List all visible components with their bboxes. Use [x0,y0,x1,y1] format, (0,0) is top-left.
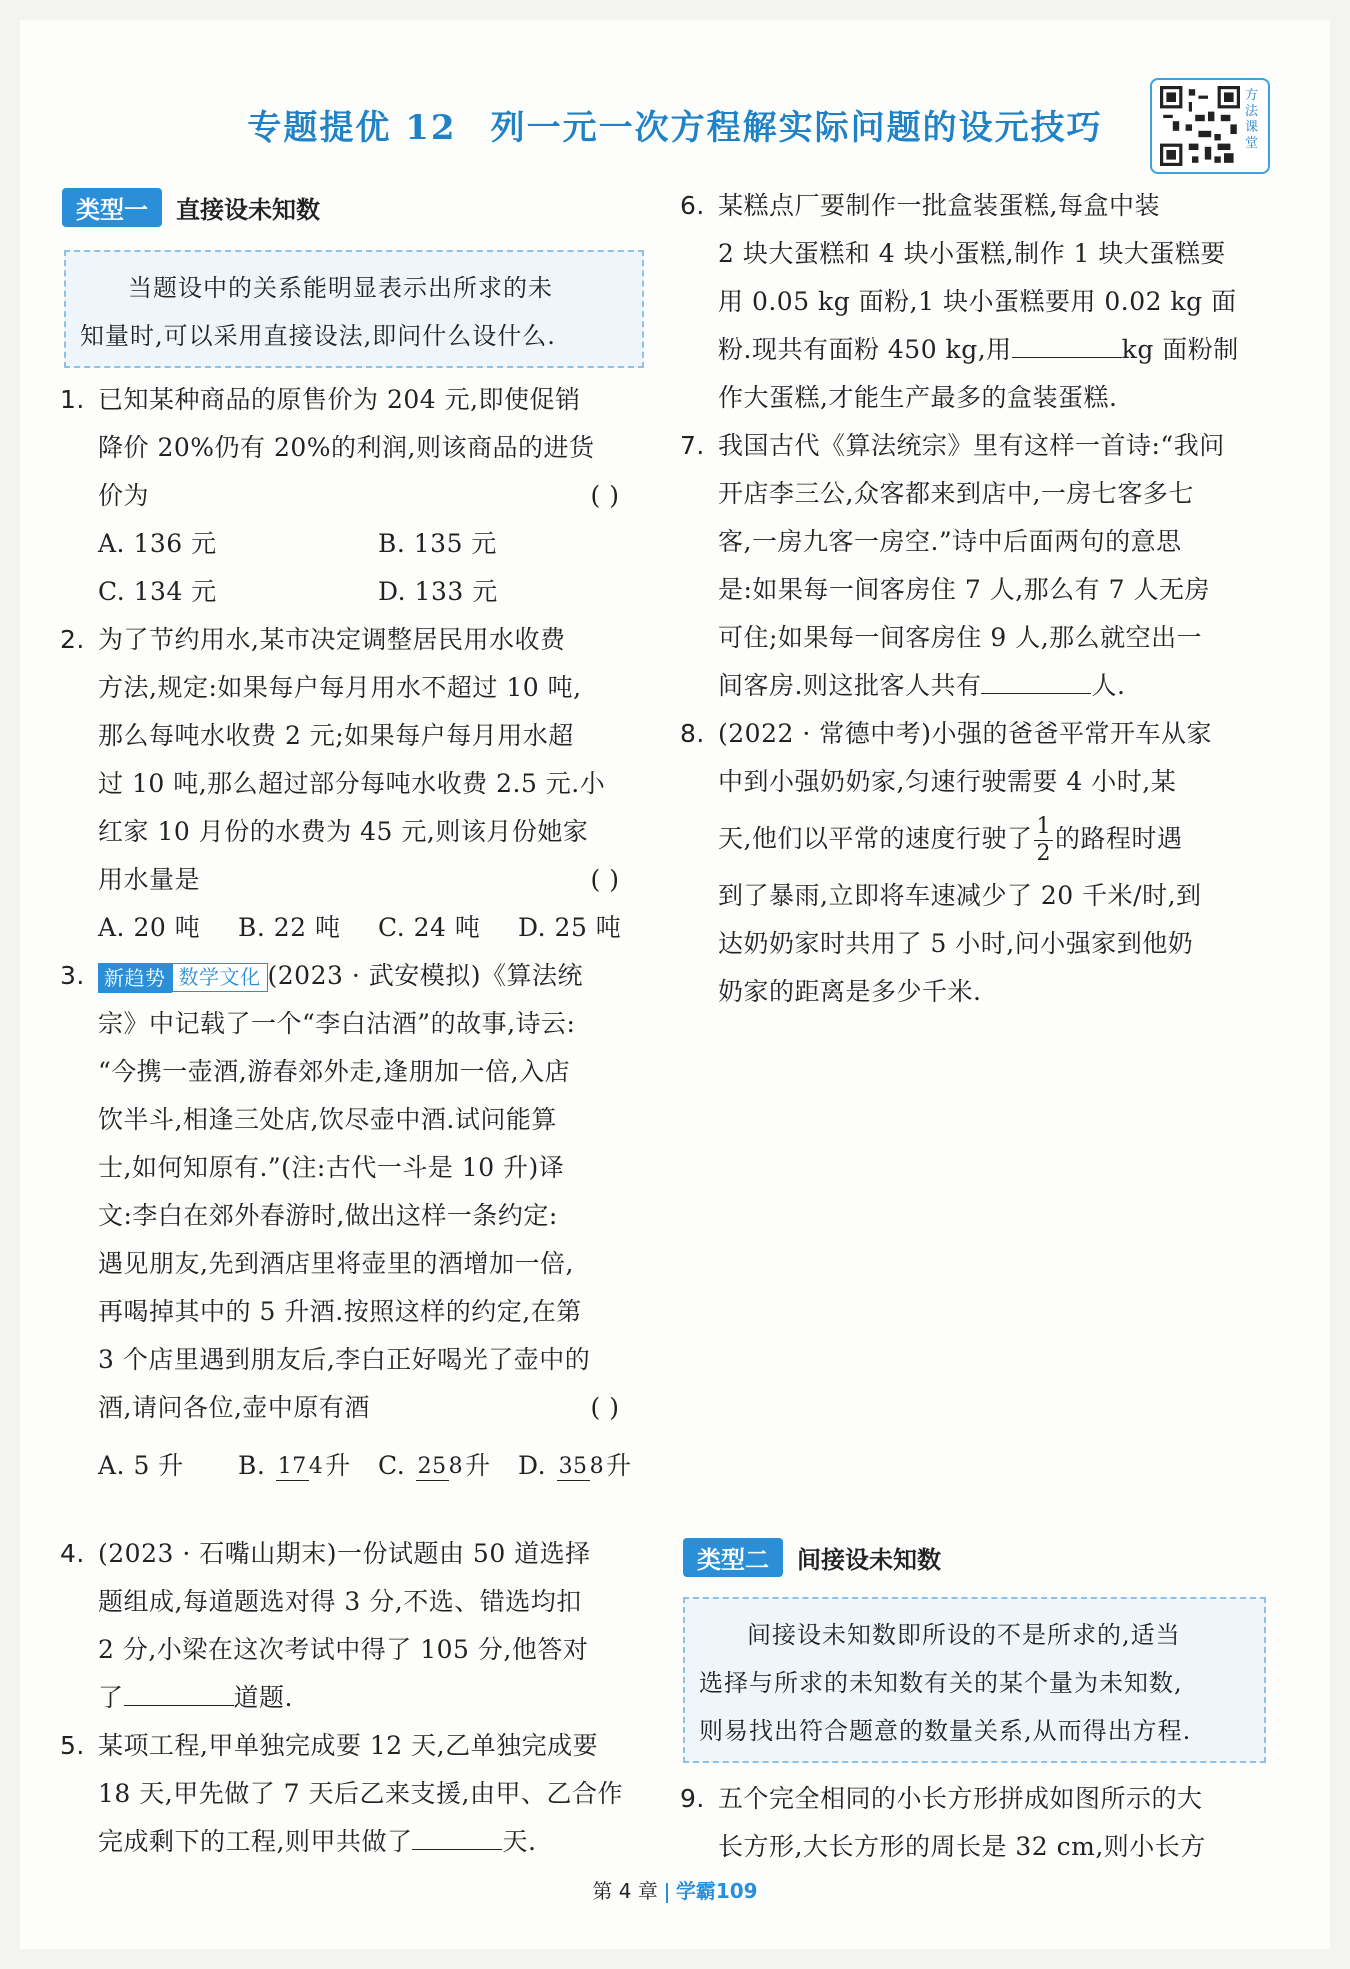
section-heading-indirect [683,1538,941,1576]
question-text: 再喝掉其中的 5 升酒.按照这样的约定,在第 [98,1297,582,1326]
question-number: 4. [60,1539,85,1568]
question-text: 2 分,小梁在这次考试中得了 105 分,他答对 [98,1635,589,1664]
question-text: 饮半斗,相逢三处店,饮尽壶中酒.试问能算 [98,1105,557,1134]
option-d[interactable] [518,1442,638,1490]
question-text: 某项工程,甲单独完成要 12 天,乙单独完成要 [98,1731,599,1760]
fraction [1034,814,1053,867]
question-8 [680,710,1270,1016]
unit: 升 [325,1451,351,1480]
denominator: 8 [448,1454,464,1479]
question-7 [680,422,1270,710]
question-text: 我国古代《算法统宗》里有这样一首诗:“我问 [718,431,1225,460]
question-text: 红家 10 月份的水费为 45 元,则该月份她家 [98,817,589,846]
question-text: kg 面粉制 [1121,335,1239,364]
question-text: 3 个店里遇到朋友后,李白正好喝光了壶中的 [98,1345,591,1374]
option-d[interactable]: D. 133 元 [378,577,498,606]
tip-line: 当题设中的关系能明显表示出所求的未 [128,274,553,302]
section-tag: 类型二 [683,1538,783,1577]
title-text: 列一元一次方程解实际问题的设元技巧 [490,108,1103,148]
question-text: 酒,请问各位,壶中原有酒 [98,1393,370,1422]
question-9 [680,1775,1270,1871]
question-text: 客,一房九客一房空.”诗中后面两句的意思 [718,527,1182,556]
tip-box-indirect [683,1597,1266,1763]
question-text: 可住;如果每一间客房住 9 人,那么就空出一 [718,623,1203,652]
title-number: 专题提优 12 [247,108,457,148]
answer-paren[interactable]: ( ) [590,1393,620,1422]
question-text: 人. [1091,671,1126,700]
page-number: 109 [715,1879,758,1903]
question-number: 5. [60,1731,85,1760]
question-text: 中到小强奶奶家,匀速行驶需要 4 小时,某 [718,767,1177,796]
question-text: 开店李三公,众客都来到店中,一房七客多七 [718,479,1194,508]
question-text: 长方形,大长方形的周长是 32 cm,则小长方 [718,1832,1206,1861]
question-6 [680,182,1270,422]
answer-blank[interactable] [124,1675,234,1706]
question-number: 1. [60,385,85,414]
question-number: 8. [680,719,705,748]
section-heading-direct [62,188,320,226]
question-text: 天. [502,1827,537,1856]
question-text: 价为 [98,481,150,510]
question-text: 18 天,甲先做了 7 天后乙来支援,由甲、乙合作 [98,1779,623,1808]
qr-code-box[interactable] [1150,78,1270,174]
option-b[interactable]: B. 135 元 [378,529,497,558]
option-a[interactable]: A. 20 吨 [98,913,201,942]
page-footer [0,1875,1350,1904]
denominator: 4 [308,1454,324,1479]
footer-divider [666,1883,668,1903]
option-d[interactable]: D. 25 吨 [518,913,622,942]
option-letter: C. [378,1451,406,1480]
question-text: 用水量是 [98,865,201,894]
question-text: 宗》中记载了一个“李白沽酒”的故事,诗云: [98,1009,576,1038]
trend-badge: 新趋势 [98,963,172,993]
answer-paren[interactable]: ( ) [590,481,620,510]
chapter-label: 第 4 章 [592,1879,658,1903]
answer-blank[interactable] [981,663,1091,694]
question-text: 已知某种商品的原售价为 204 元,即使促销 [98,385,581,414]
question-text: 是:如果每一间客房住 7 人,那么有 7 人无房 [718,575,1210,604]
unit: 升 [606,1451,632,1480]
question-number: 3. [60,961,85,990]
option-a[interactable]: A. 5 升 [98,1451,184,1480]
tip-line: 知量时,可以采用直接设法,即问什么设什么. [80,322,556,350]
option-c[interactable]: C. 134 元 [98,577,217,606]
culture-badge: 数学文化 [172,963,268,992]
page-title [0,100,1350,149]
question-text: 天,他们以平常的速度行驶了 [718,824,1033,853]
question-text: 的路程时遇 [1054,824,1183,853]
question-text: (2023 · 石嘴山期末)一份试题由 50 道选择 [98,1539,591,1568]
question-text: 文:李白在郊外春游时,做出这样一条约定: [98,1201,558,1230]
question-text: 奶家的距离是多少千米. [718,977,982,1006]
option-c[interactable] [378,1442,518,1490]
numerator: 25 [417,1454,447,1479]
question-2 [60,616,645,952]
denominator: 8 [589,1454,605,1479]
question-text: 士,如何知原有.”(注:古代一斗是 10 升)译 [98,1153,565,1182]
fraction [416,1454,464,1481]
brand-label: 学霸 [675,1879,716,1903]
section-tag: 类型一 [62,188,162,227]
numerator: 1 [1036,814,1051,839]
option-b[interactable] [238,1442,378,1490]
question-5 [60,1722,645,1866]
question-number: 9. [680,1784,705,1813]
unit: 升 [465,1451,491,1480]
option-a[interactable]: A. 136 元 [98,529,217,558]
question-text: 用 0.05 kg 面粉,1 块小蛋糕要用 0.02 kg 面 [718,287,1237,316]
option-letter: B. [238,1451,266,1480]
question-text: 到了暴雨,立即将车速减少了 20 千米/时,到 [718,881,1202,910]
question-1 [60,376,645,616]
question-text: 道题. [233,1683,293,1712]
question-number: 6. [680,191,705,220]
qr-label: 方法课堂 [1245,88,1259,151]
question-text: 粉.现共有面粉 450 kg,用 [718,335,1012,364]
tip-box-direct [64,250,644,368]
question-text: 2 块大蛋糕和 4 块小蛋糕,制作 1 块大蛋糕要 [718,239,1226,268]
question-text: 五个完全相同的小长方形拼成如图所示的大 [718,1784,1203,1813]
question-text: (2023 · 武安模拟)《算法统 [267,961,583,990]
numerator: 35 [558,1454,588,1479]
question-number: 2. [60,625,85,654]
question-text: 降价 20%仍有 20%的利润,则该商品的进货 [98,433,595,462]
numerator: 17 [277,1454,307,1479]
question-number: 7. [680,431,705,460]
denominator: 2 [1036,841,1051,866]
answer-blank[interactable] [1012,327,1122,358]
answer-paren[interactable]: ( ) [590,865,620,894]
question-text: 某糕点厂要制作一批盒装蛋糕,每盒中装 [718,191,1160,220]
question-text: 完成剩下的工程,则甲共做了 [98,1827,413,1856]
tip-line: 间接设未知数即所设的不是所求的,适当 [747,1621,1181,1649]
question-4 [60,1530,645,1722]
question-text: 了 [98,1683,124,1712]
question-text: 间客房.则这批客人共有 [718,671,982,700]
option-b[interactable]: B. 22 吨 [238,913,341,942]
option-c[interactable]: C. 24 吨 [378,913,481,942]
question-text: 那么每吨水收费 2 元;如果每户每月用水超 [98,721,574,750]
fraction [276,1454,324,1481]
question-text: 过 10 吨,那么超过部分每吨水收费 2.5 元.小 [98,769,606,798]
question-text: 方法,规定:如果每户每月用水不超过 10 吨, [98,673,582,702]
answer-blank[interactable] [412,1819,502,1850]
tip-line: 选择与所求的未知数有关的某个量为未知数, [699,1669,1183,1697]
tip-line: 则易找出符合题意的数量关系,从而得出方程. [699,1717,1192,1745]
question-text: 题组成,每道题选对得 3 分,不选、错选均扣 [98,1587,582,1616]
fraction [557,1454,605,1481]
question-text: “今携一壶酒,游春郊外走,逢朋加一倍,入店 [98,1057,571,1086]
question-text: (2022 · 常德中考)小强的爸爸平常开车从家 [718,719,1212,748]
option-letter: D. [518,1451,547,1480]
qr-code-icon [1160,86,1240,166]
question-text: 作大蛋糕,才能生产最多的盒装蛋糕. [718,383,1118,412]
question-text: 达奶奶家时共用了 5 小时,问小强家到他奶 [718,929,1194,958]
question-text: 遇见朋友,先到酒店里将壶里的酒增加一倍, [98,1249,574,1278]
section-title: 直接设未知数 [176,196,320,224]
question-text: 为了节约用水,某市决定调整居民用水收费 [98,625,566,654]
section-title: 间接设未知数 [797,1546,941,1574]
question-3 [60,952,645,1490]
